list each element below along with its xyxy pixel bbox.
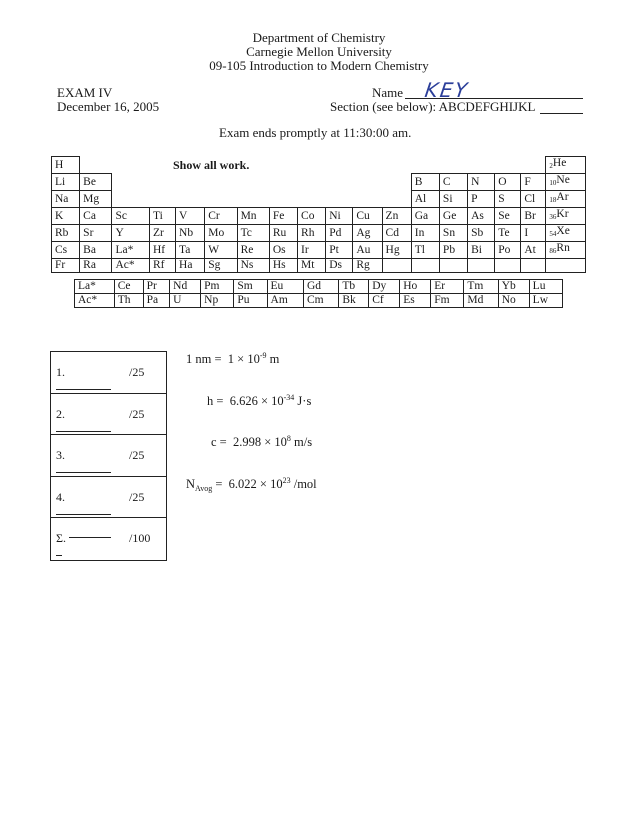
question-number: 2. [56,406,65,421]
noble-gas-cell: $_{10}$Ne [546,174,586,191]
element-cell: Cs [52,242,80,259]
element-cell: Gd [303,280,338,294]
score-max: /100 [129,531,151,545]
question-number: Σ. [56,531,66,545]
element-cell [495,259,521,273]
score-box [50,351,167,561]
element-cell: No [498,294,529,308]
score-blank[interactable] [69,537,111,538]
score-max: /25 [129,448,145,462]
noble-gas-cell: $_{18}$Ar [546,191,586,208]
f-block-table [74,279,563,308]
element-cell: Ho [400,280,431,294]
element-cell [439,259,467,273]
atomic-number: 36 [549,213,557,221]
element-cell: Ba [80,242,112,259]
noble-gas-cell: $_{86}$Rn [546,242,586,259]
element-cell: Ga [411,208,439,225]
element-cell: Te [495,225,521,242]
element-cell: Mn [237,208,269,225]
element-cell: Pt [326,242,353,259]
element-cell: Cr [205,208,237,225]
element-cell: Ds [326,259,353,273]
element-cell: Si [439,191,467,208]
constant-avogadro: $N_{Avog} = 6.022 \times 10^{23}$ /mol [186,476,317,493]
empty-cell [112,174,411,191]
element-cell [411,259,439,273]
periodic-row [52,157,586,174]
course-line: 09-105 Introduction to Modern Chemistry [209,58,429,73]
element-cell: Ca [80,208,112,225]
element-cell: Sb [468,225,495,242]
constant-light-speed: $c = 2.998 \times 10^8$ m/s [211,434,313,449]
element-cell: Re [237,242,269,259]
university-line: Carnegie Mellon University [246,44,392,59]
element-cell: Pr [143,280,170,294]
exam-title: EXAM IV [57,85,113,100]
element-cell: La* [75,280,115,294]
element-cell: Co [298,208,326,225]
element-cell: Br [521,208,546,225]
atomic-number: 54 [549,230,557,238]
element-cell: Md [464,294,498,308]
element-cell: Lu [529,280,562,294]
element-cell: Pm [201,280,234,294]
score-max: /25 [129,365,145,379]
name-label: Name [372,85,404,100]
element-cell: Sn [439,225,467,242]
question-number: 3. [56,448,65,462]
element-cell: Tb [339,280,369,294]
element-cell [468,259,495,273]
element-cell: Tl [411,242,439,259]
element-cell: Tm [464,280,498,294]
element-cell: Ac* [112,259,149,273]
exam-date: December 16, 2005 [57,99,160,114]
element-cell: Lw [529,294,562,308]
actinides-row [75,294,563,308]
element-cell: Pd [326,225,353,242]
element-cell: Ra [80,259,112,273]
element-cell: Cf [369,294,400,308]
element-cell: Pu [234,294,267,308]
element-cell: Mo [205,225,237,242]
element-cell: Au [353,242,382,259]
periodic-row [52,174,586,191]
element-cell: S [495,191,521,208]
score-row [51,394,166,436]
element-cell: Hg [382,242,411,259]
score-row [51,352,166,394]
section-label: Section (see below): ABCDEFGHIJKL [330,99,536,114]
element-cell: Hf [149,242,175,259]
element-cell: F [521,174,546,191]
question-number: 4. [56,489,65,504]
element-cell: H [52,157,80,174]
empty-cell [80,157,546,174]
element-cell: Cm [303,294,338,308]
element-cell: V [176,208,205,225]
element-cell: Sr [80,225,112,242]
score-max: /25 [129,406,145,421]
element-cell: Na [52,191,80,208]
atomic-number: 18 [549,196,557,204]
element-cell: K [52,208,80,225]
element-cell: Yb [498,280,529,294]
lanthanides-row [75,280,563,294]
element-cell: Fe [269,208,297,225]
question-number: 1. [56,365,65,379]
element-cell: La* [112,242,149,259]
element-cell: Bi [468,242,495,259]
score-max: /25 [129,489,145,504]
element-cell: Ag [353,225,382,242]
element-cell: Am [267,294,303,308]
constant-nm: 1 nm = $1 \times 10^{-9}$ m [186,351,280,366]
element-cell: Zn [382,208,411,225]
element-cell: Ta [176,242,205,259]
section-underline [540,113,583,114]
element-cell: Mg [80,191,112,208]
element-cell: U [170,294,201,308]
element-cell [546,259,586,273]
exam-end-note: Exam ends promptly at 11:30:00 am. [219,125,412,140]
atomic-number: 2 [549,162,553,170]
element-cell: Os [269,242,297,259]
element-cell: P [468,191,495,208]
element-cell: Rg [353,259,382,273]
department-line: Department of Chemistry [252,30,386,45]
element-cell: Pb [439,242,467,259]
periodic-table [51,156,586,273]
score-blank[interactable] [56,472,111,473]
periodic-row [52,191,586,208]
element-cell: Er [431,280,464,294]
element-cell: Ti [149,208,175,225]
score-row [51,435,166,477]
element-cell: In [411,225,439,242]
element-cell: Ns [237,259,269,273]
element-cell: Bk [339,294,369,308]
element-cell: N [468,174,495,191]
element-cell: Fr [52,259,80,273]
element-cell: Tc [237,225,269,242]
element-cell: Fm [431,294,464,308]
element-cell: Ac* [75,294,115,308]
element-cell: Nd [170,280,201,294]
element-cell: Pa [143,294,170,308]
element-cell: Sg [205,259,237,273]
element-cell: Rb [52,225,80,242]
element-cell: Ha [176,259,205,273]
score-dash [56,555,62,556]
element-cell: Ir [298,242,326,259]
score-row [51,518,166,559]
element-cell: C [439,174,467,191]
element-cell: Hs [269,259,297,273]
element-cell: Li [52,174,80,191]
name-value: KEY [423,78,471,102]
constant-planck: $h = 6.626 \times 10^{-34}$ J·s [207,393,312,408]
empty-cell [112,191,411,208]
score-row [51,477,166,519]
element-cell: Rf [149,259,175,273]
periodic-row [52,259,586,273]
element-cell: Nb [176,225,205,242]
noble-gas-cell: $_{54}$Xe [546,225,586,242]
atomic-number: 86 [549,247,557,255]
element-cell: Sc [112,208,149,225]
element-cell: B [411,174,439,191]
element-cell: Dy [369,280,400,294]
periodic-row [52,208,586,225]
element-cell: O [495,174,521,191]
element-cell [382,259,411,273]
element-cell: Be [80,174,112,191]
element-cell: I [521,225,546,242]
element-cell: Ge [439,208,467,225]
element-cell: Ru [269,225,297,242]
element-cell: Sm [234,280,267,294]
periodic-row [52,225,586,242]
atomic-number: 10 [549,179,557,187]
periodic-row [52,242,586,259]
element-cell: Al [411,191,439,208]
element-cell: Eu [267,280,303,294]
element-cell: Rh [298,225,326,242]
element-cell: At [521,242,546,259]
element-cell: Ni [326,208,353,225]
element-cell: Th [114,294,143,308]
element-cell: Cl [521,191,546,208]
element-cell: Mt [298,259,326,273]
show-work-note: Show all work. [173,158,250,172]
element-cell: Se [495,208,521,225]
element-cell: Np [201,294,234,308]
element-cell: Cd [382,225,411,242]
element-cell [521,259,546,273]
element-cell: Po [495,242,521,259]
element-cell: W [205,242,237,259]
element-cell: Es [400,294,431,308]
score-blank[interactable] [56,514,111,515]
element-cell: Ce [114,280,143,294]
score-blank[interactable] [56,389,111,390]
noble-gas-cell: $_{36}$Kr [546,208,586,225]
score-blank[interactable] [56,431,111,432]
element-cell: Zr [149,225,175,242]
element-cell: Cu [353,208,382,225]
element-cell: Y [112,225,149,242]
element-cell: As [468,208,495,225]
noble-gas-cell: $_2$He [546,157,586,174]
